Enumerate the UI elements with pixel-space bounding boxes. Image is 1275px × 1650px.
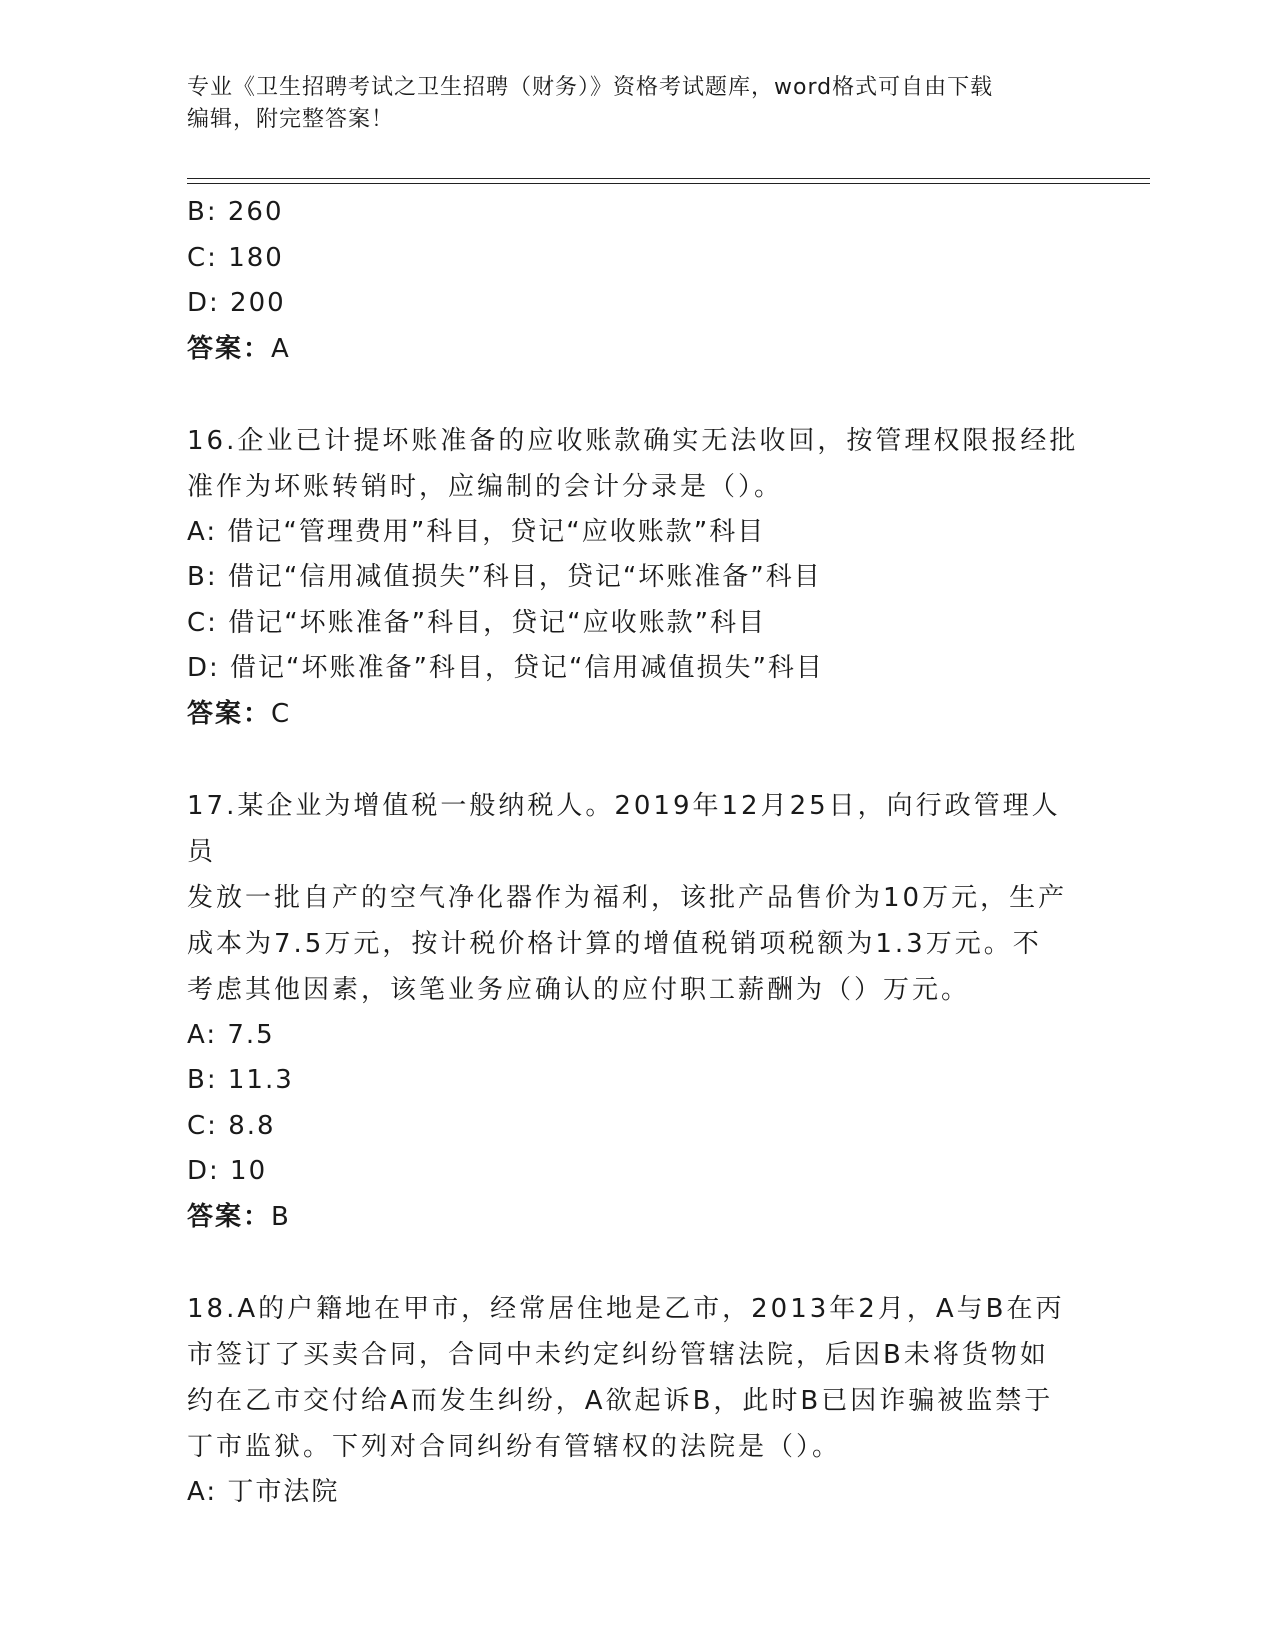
answer: 答案：A — [187, 333, 291, 364]
option-a: A: 丁市法院 — [187, 1476, 340, 1507]
option-d: D: 10 — [187, 1156, 268, 1186]
header-line-2: 编辑，附完整答案！ — [187, 107, 395, 132]
header-divider-top — [187, 178, 1150, 179]
answer: 答案：C — [187, 698, 292, 729]
option-a: A: 借记“管理费用”科目，贷记“应收账款”科目 — [187, 516, 766, 547]
option-c: C: 借记“坏账准备”科目，贷记“应收账款”科目 — [187, 607, 767, 638]
question-stem: 16.企业已计提坏账准备的应收账款确实无法收回，按管理权限报经批 准作为坏账转销时，应编制的会计分录是（）。 — [187, 425, 1079, 502]
spacer — [187, 1240, 1092, 1286]
document-header — [187, 72, 1067, 136]
option-b: B: 借记“信用减值损失”科目，贷记“坏账准备”科目 — [187, 562, 822, 592]
question-17 — [187, 783, 1092, 1241]
header-divider-bottom — [187, 183, 1150, 184]
option-b: B: 11.3 — [187, 1065, 294, 1095]
question-stem: 17.某企业为增值税一般纳税人。2019年12月25日，向行政管理人员 发放一批自产的空气净化器作为福利，该批产品售价为10万元，生产 成本为7.5万元，按计税价格计算的增值税销项税额为1.3万元。不 考虑其他因素，该笔业务应确认的应付职工薪酬为（）万元。 — [187, 790, 1068, 1005]
spacer — [187, 737, 1092, 783]
option-c: C: 180 — [187, 242, 284, 273]
option-d: D: 借记“坏账准备”科目，贷记“信用减值损失”科目 — [187, 653, 824, 683]
question-16 — [187, 418, 1092, 738]
option-a: A: 7.5 — [187, 1019, 275, 1050]
question-18 — [187, 1286, 1092, 1516]
answer: 答案：B — [187, 1201, 291, 1232]
option-d: D: 200 — [187, 288, 286, 318]
question-stem: 18.A的户籍地在甲市，经常居住地是乙市，2013年2月，A与B在丙 市签订了买卖合同，合同中未约定纠纷管辖法院，后因B未将货物如 约在乙市交付给A而发生纠纷，A欲起诉B，此时B已因诈骗被监禁于 丁市监狱。下列对合同纠纷有管辖权的法院是（）。 — [187, 1293, 1065, 1462]
question-list — [187, 190, 1092, 1515]
question-15-tail — [187, 190, 1092, 372]
header-line-1: 专业《卫生招聘考试之卫生招聘（财务）》资格考试题库，word格式可自由下载 — [187, 75, 994, 100]
option-c: C: 8.8 — [187, 1110, 276, 1141]
option-b: B: 260 — [187, 197, 284, 227]
spacer — [187, 372, 1092, 418]
